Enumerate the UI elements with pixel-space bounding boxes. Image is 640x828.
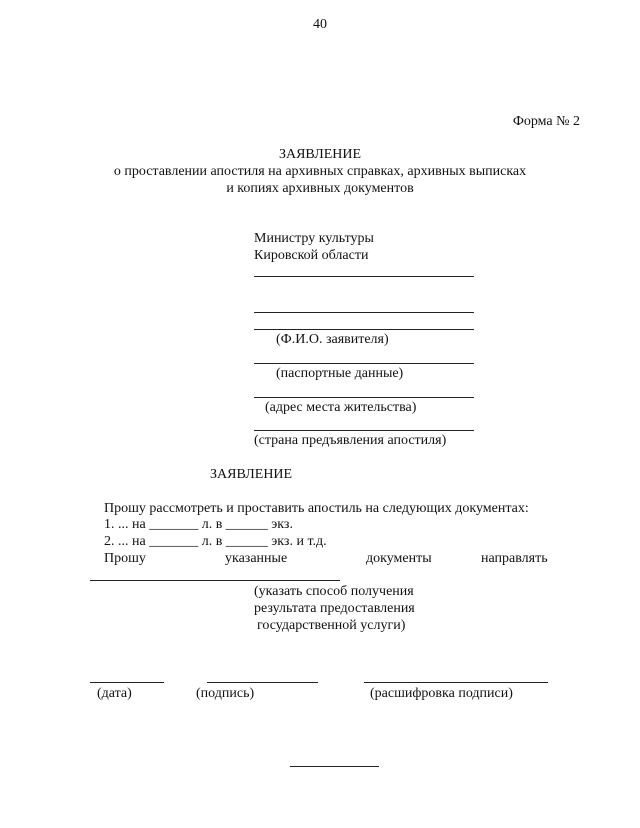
- date-label: (дата): [97, 686, 132, 701]
- document-item-1: 1. ... на _______ л. в ______ экз.: [104, 517, 293, 532]
- delivery-method-hint-3: государственной услуги): [257, 618, 406, 633]
- send-word-3: документы: [366, 551, 432, 566]
- send-word-2: указанные: [225, 551, 288, 566]
- document-title: ЗАЯВЛЕНИЕ: [278, 147, 362, 162]
- address-field-line: [254, 397, 474, 398]
- end-separator-line: [290, 766, 379, 767]
- signature-decode-line: [364, 682, 548, 683]
- request-text: Прошу рассмотреть и проставить апостиль на следующих документах:: [104, 501, 529, 516]
- document-subtitle-line2: и копиях архивных документов: [226, 181, 414, 196]
- addressee-line1: Министру культуры: [254, 231, 374, 246]
- applicant-blank-line-1: [254, 276, 474, 277]
- applicant-blank-line-2: [254, 312, 474, 313]
- delivery-method-line: [90, 580, 340, 581]
- date-line: [90, 682, 164, 683]
- delivery-method-hint-1: (указать способ получения: [254, 584, 414, 599]
- passport-field-line: [254, 363, 474, 364]
- send-word-4: направлять: [481, 551, 548, 566]
- passport-field-label: (паспортные данные): [276, 366, 404, 381]
- delivery-method-hint-2: результата предоставления: [254, 601, 415, 616]
- document-subtitle-line1: о проставлении апостиля на архивных справках, архивных выписках: [113, 164, 527, 179]
- send-word-1: Прошу: [104, 551, 146, 566]
- signature-label: (подпись): [196, 686, 255, 701]
- country-field-label: (страна предъявления апостиля): [254, 433, 447, 448]
- fio-field-label: (Ф.И.О. заявителя): [276, 332, 389, 347]
- page-number: 40: [313, 17, 327, 32]
- signature-line: [207, 682, 318, 683]
- document-item-2: 2. ... на _______ л. в ______ экз. и т.д.: [104, 534, 327, 549]
- country-field-line: [254, 430, 474, 431]
- signature-decode-label: (расшифровка подписи): [370, 686, 513, 701]
- address-field-label: (адрес места жительства): [265, 400, 417, 415]
- statement-heading: ЗАЯВЛЕНИЕ: [210, 467, 293, 482]
- fio-field-line: [254, 329, 474, 330]
- form-label: Форма № 2: [512, 114, 580, 129]
- addressee-line2: Кировской области: [254, 248, 369, 263]
